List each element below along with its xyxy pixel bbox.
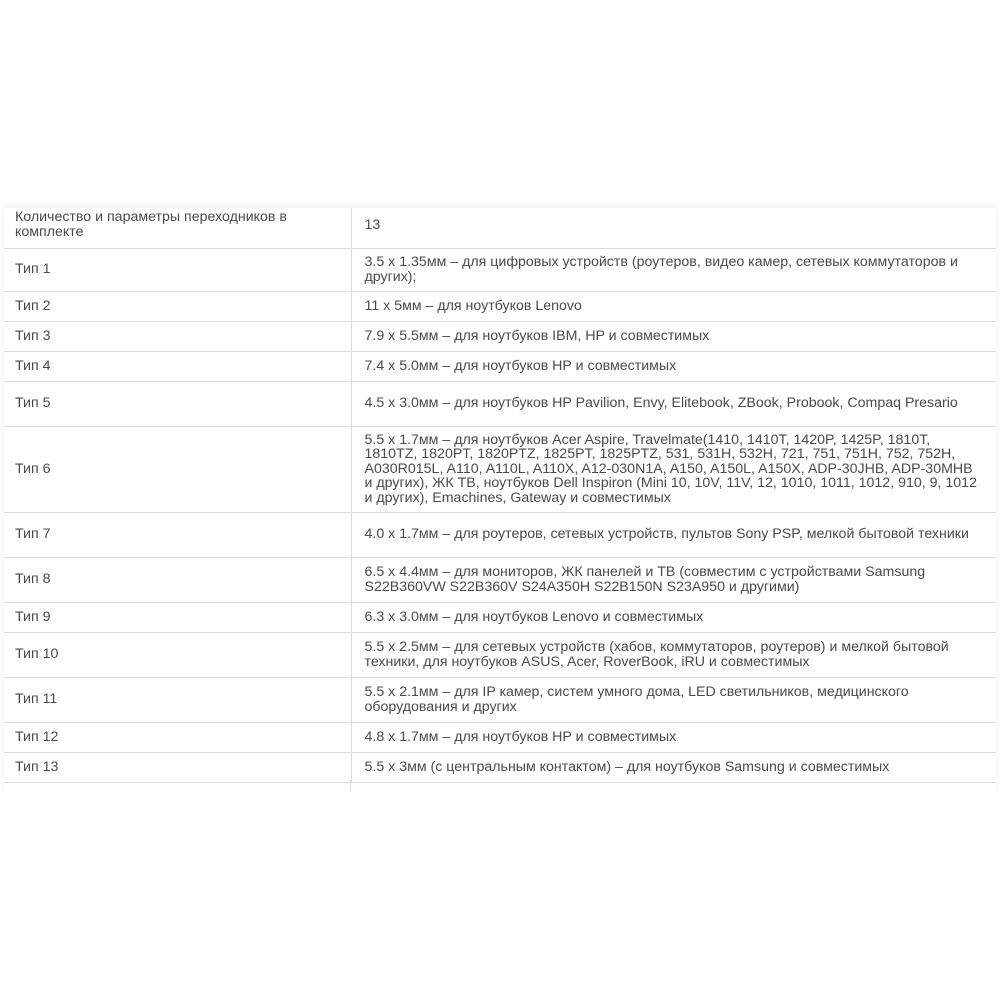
- spec-label: Тип 12: [4, 722, 351, 752]
- table-row: [4, 321, 996, 351]
- table-row: [4, 426, 996, 512]
- spec-value: 7.4 x 5.0мм – для ноутбуков HP и совместимых: [351, 351, 996, 381]
- spec-value: 4.8 x 1.7мм – для ноутбуков HP и совместимых: [351, 722, 996, 752]
- spec-label: Тип 6: [4, 426, 351, 512]
- spec-label: Тип 11: [4, 677, 351, 722]
- table-row: [4, 632, 996, 677]
- spec-value: 13: [351, 208, 996, 248]
- spec-value: 5.5 x 2.1мм – для IP камер, систем умного дома, LED светильников, медицинского оборудования и других: [351, 677, 996, 722]
- specifications-panel: [4, 208, 996, 792]
- spec-label: Тип 13: [4, 752, 351, 782]
- table-row: [4, 381, 996, 426]
- spec-value: 5.5 x 3мм (с центральным контактом) – для ноутбуков Samsung и совместимых: [351, 752, 996, 782]
- table-row: [4, 722, 996, 752]
- spec-label: Тип 1: [4, 248, 351, 291]
- table-row: [4, 557, 996, 602]
- spec-value: 5.5 x 2.5мм – для сетевых устройств (хабов, коммутаторов, роутеров) и мелкой бытовой техники, для ноутбуков ASUS, Acer, RoverBook, iRU и совместимых: [351, 632, 996, 677]
- table-row: [4, 208, 996, 248]
- table-row: [4, 248, 996, 291]
- spec-label: Тип 10: [4, 632, 351, 677]
- table-row: [4, 602, 996, 632]
- spec-label: Тип 8: [4, 557, 351, 602]
- spec-value: 6.3 x 3.0мм – для ноутбуков Lenovo и совместимых: [351, 602, 996, 632]
- spec-label: Тип 5: [4, 381, 351, 426]
- spec-value: 4.0 x 1.7мм – для роутеров, сетевых устройств, пультов Sony PSP, мелкой бытовой техники: [351, 512, 996, 557]
- specifications-table: [4, 208, 996, 783]
- spec-value: 7.9 x 5.5мм – для ноутбуков IBM, HP и совместимых: [351, 321, 996, 351]
- spec-value: 11 x 5мм – для ноутбуков Lenovo: [351, 291, 996, 321]
- spec-label: Тип 3: [4, 321, 351, 351]
- spec-label: Количество и параметры переходников в комплекте: [4, 208, 351, 248]
- spec-value: 4.5 x 3.0мм – для ноутбуков HP Pavilion, Envy, Elitebook, ZBook, Probook, Compaq Presario: [351, 381, 996, 426]
- table-row: [4, 677, 996, 722]
- column-divider: [350, 780, 351, 792]
- spec-label: Тип 9: [4, 602, 351, 632]
- spec-label: Тип 4: [4, 351, 351, 381]
- table-row: [4, 752, 996, 782]
- spec-value: 3.5 x 1.35мм – для цифровых устройств (роутеров, видео камер, сетевых коммутаторов и других);: [351, 248, 996, 291]
- spec-value: 5.5 x 1.7мм – для ноутбуков Acer Aspire, Travelmate(1410, 1410T, 1420P, 1425P, 1810T, 1810TZ, 1820PT, 1820PTZ, 1825PT, 1825PTZ, 531, 531H, 532H, 721, 751, 751H, 752, 752H, A030R015L, A110, A110L, A110X, A12-030N1A, A150, A150L, A150X, ADP-30JHB, ADP-30MHB и других), ЖК ТВ, ноутбуков Dell Inspiron (Mini 10, 10V, 11V, 12, 1010, 1011, 1012, 910, 9, 1012 и других), Emachines, Gateway и совместимых: [351, 426, 996, 512]
- spec-label: Тип 2: [4, 291, 351, 321]
- table-row: [4, 512, 996, 557]
- spec-label: Тип 7: [4, 512, 351, 557]
- table-row: [4, 291, 996, 321]
- table-row: [4, 351, 996, 381]
- spec-value: 6.5 x 4.4мм – для мониторов, ЖК панелей и ТВ (совместим с устройствами Samsung S22B360VW S22B360V S24A350H S22B150N S23A950 и другими): [351, 557, 996, 602]
